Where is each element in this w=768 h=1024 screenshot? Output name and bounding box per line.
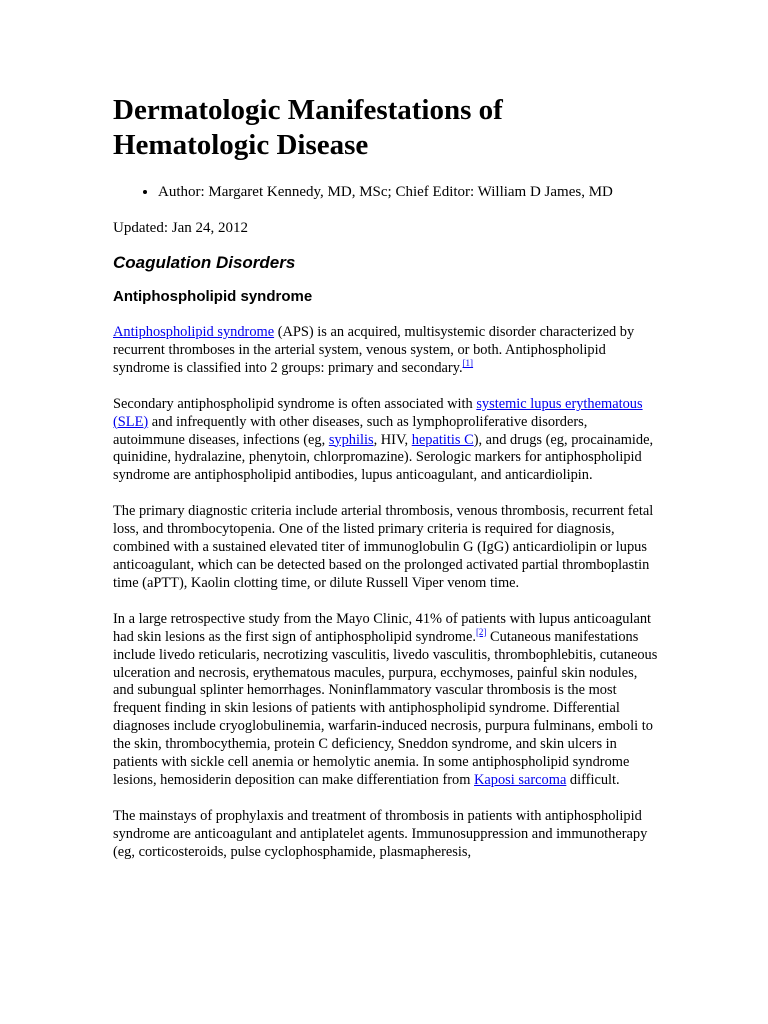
link-antiphospholipid-syndrome[interactable]: Antiphospholipid syndrome bbox=[113, 324, 275, 340]
p4-text-3: difficult. bbox=[566, 771, 620, 788]
p2-text-4: ), and drugs (eg, procainamide, quinidine, hydralazine, phenytoin, chlorpromazine). Serologic markers for antiphospholipid syndrome are antiphospholipid antibodies, lupus anticoagulant, and anticardiolipin. bbox=[113, 431, 654, 484]
article-title bbox=[113, 93, 658, 163]
section-title: Coagulation Disorders bbox=[113, 253, 296, 272]
p3-text: The primary diagnostic criteria include arterial thrombosis, venous thrombosis, recurrent fetal loss, and thrombocytopenia. One of the listed primary criteria is required for diagnosis, combined with a sustained elevated titer of immunoglobulin G (IgG) anticardiolipin or lupus anticoagulant, which can be detected based on the prolonged activated partial thromboplastin time (aPTT), Kaolin clotting time, or dilute Russell Viper venom time. bbox=[113, 503, 654, 591]
title-line-2: Hematologic Disease bbox=[113, 129, 369, 161]
reference-1-link[interactable]: [1] bbox=[462, 358, 474, 369]
paragraph-5 bbox=[113, 808, 658, 862]
p1-text: (APS) is an acquired, multisystemic disorder characterized by recurrent thromboses in the arterial system, venous system, or both. Antiphospholipid syndrome is classified into 2 groups: primary and secondary. bbox=[113, 324, 635, 376]
author-line: • Author: Margaret Kennedy, MD, MSc; Chief Editor: William D James, MD bbox=[158, 183, 658, 201]
author-list bbox=[113, 183, 658, 201]
paragraph-1 bbox=[113, 324, 658, 378]
article-body bbox=[113, 93, 658, 862]
p2-text-3: , HIV, bbox=[373, 431, 412, 448]
p5-text: The mainstays of prophylaxis and treatment of thrombosis in patients with antiphospholipid syndrome are anticoagulant and antiplatelet agents. Immunosuppression and immunotherapy (eg, corticosteroids, pulse cyclophosphamide, plasmapheresis, bbox=[113, 807, 648, 860]
p4-text-2: Cutaneous manifestations include livedo reticularis, necrotizing vasculitis, livedo vasculitis, thrombophlebitis, cutaneous ulceration and necrosis, erythematous macules, purpura, ecchymoses, painful skin nodules, and subungual splinter hemorrhages. Noninflammatory vascular thrombosis is the most frequent finding in skin lesions of patients with antiphospholipid syndrome. Differential diagnoses include cryoglobulinemia, warfarin-induced necrosis, purpura fulminans, emboli to the skin, thrombocythemia, protein C deficiency, Sneddon syndrome, and skin ulcers in patients with sickle cell anemia or hemolytic anemia. In some antiphospholipid syndrome lesions, hemosiderin deposition can make differentiation from bbox=[113, 628, 658, 788]
link-kaposi-sarcoma[interactable]: Kaposi sarcoma bbox=[474, 771, 567, 788]
reference-1 bbox=[463, 358, 474, 368]
paragraph-2 bbox=[113, 396, 658, 486]
link-systemic-lupus[interactable]: systemic lupus erythematous (SLE) bbox=[113, 395, 643, 430]
p4-text-1: In a large retrospective study from the Mayo Clinic, 41% of patients with lupus anticoagulant had skin lesions as the first sign of antiphospholipid syndrome. bbox=[113, 610, 652, 645]
updated-date: Updated: Jan 24, 2012 bbox=[113, 220, 248, 236]
link-hepatitis-c[interactable]: hepatitis C bbox=[411, 431, 474, 448]
paragraph-4 bbox=[113, 611, 658, 790]
title-line-1: Dermatologic Manifestations of bbox=[113, 94, 503, 126]
p2-text-1: Secondary antiphospholipid syndrome is often associated with bbox=[113, 395, 477, 412]
reference-2 bbox=[476, 627, 487, 637]
paragraph-3 bbox=[113, 503, 658, 593]
subsection-title: Antiphospholipid syndrome bbox=[113, 288, 313, 305]
p2-text-2: and infrequently with other diseases, such as lymphoproliferative disorders, autoimmune diseases, infections (eg, bbox=[113, 413, 588, 448]
link-syphilis[interactable]: syphilis bbox=[328, 431, 374, 448]
reference-2-link[interactable]: [2] bbox=[475, 626, 487, 637]
